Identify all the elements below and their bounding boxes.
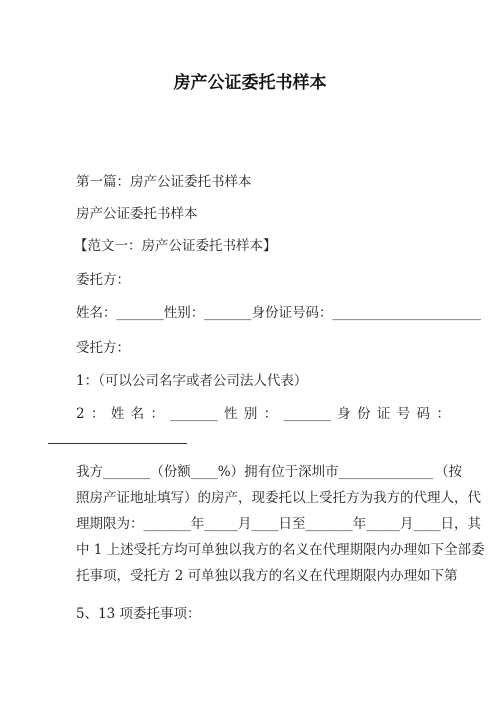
sample-label: 【范文一：房产公证委托书样本】 [74,238,277,254]
text-fragment: ： [263,406,278,422]
id-number-blank [48,443,187,444]
page-title: 房产公证委托书样本 [173,73,327,93]
paragraph-line: 中 1 上述受托方均可单独以我方的名义在代理期限内办理如下全部委 [76,542,485,558]
text-fragment: 名 [130,406,145,422]
text-fragment: 码 [416,406,431,422]
paragraph-line: 理期限为：_______年_____月____日至_______年_____月____日，其 [76,516,481,532]
chapter-heading: 第一篇：房产公证委托书样本 [76,174,252,190]
text-fragment: 号 [396,406,411,422]
text-fragment: _______ [170,406,218,422]
text-fragment: 2 [76,406,85,422]
paragraph-line [76,459,462,485]
agent-2-line [76,404,450,424]
agent-label: 受托方： [76,340,130,356]
subtitle: 房产公证委托书样本 [76,206,198,222]
principal-info-line: 姓名：_______性别：_______身份证号码：______________________ [76,305,481,321]
items-line: 5、13 项委托事项： [76,606,201,622]
text-fragment: ： [90,406,105,422]
principal-label: 委托方： [76,272,130,288]
entrustment-paragraph [76,459,485,589]
text-fragment: 份 [357,406,371,422]
paragraph-line: 托事项，受托方 2 可单独以我方的名义在代理期限内办理如下第 [76,568,458,584]
text-fragment: 我方_______（份额____%）拥有位于深圳市______________ [76,464,434,480]
text-fragment: 姓 [110,406,125,422]
agent-1-line: 1：（可以公司名字或者公司法人代表） [76,373,308,389]
text-fragment: 身 [337,406,351,422]
text-fragment: 别 [243,406,258,422]
text-fragment: 性 [224,406,238,422]
text-fragment: 证 [376,406,391,422]
text-fragment: ： [150,406,165,422]
text-fragment: （按 [435,464,462,480]
text-fragment: ： [436,406,450,422]
text-fragment: _______ [283,406,331,422]
paragraph-line: 照房产证地址填写）的房产，现委托以上受托方为我方的代理人，代 [76,490,481,506]
